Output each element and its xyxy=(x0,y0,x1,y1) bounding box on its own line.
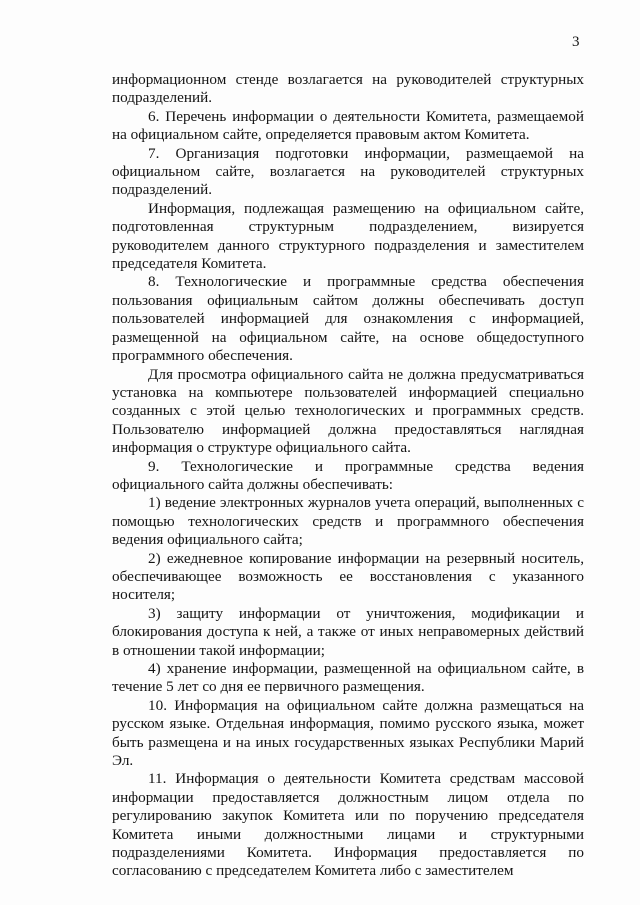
list-item: 3) защиту информации от уничтожения, модификации и блокирования доступа к ней, а также от иных неправомерных действий в отношении такой информации; xyxy=(112,604,584,659)
paragraph: информационном стенде возлагается на руководителей структурных подразделений. xyxy=(112,71,584,107)
body-text xyxy=(112,71,584,881)
list-item: 2) ежедневное копирование информации на резервный носитель, обеспечивающее возможность ее восстановления с указанного носителя; xyxy=(112,549,584,604)
paragraph: 10. Информация на официальном сайте должна размещаться на русском языке. Отдельная информация, помимо русского языка, может быть размещена и на иных государственных языках Республики Марий Эл. xyxy=(112,696,584,770)
paragraph: 7. Организация подготовки информации, размещаемой на официальном сайте, возлагается на руководителей структурных подразделений. xyxy=(112,144,584,199)
list-item: 4) хранение информации, размещенной на официальном сайте, в течение 5 лет со дня ее первичного размещения. xyxy=(112,660,584,696)
list-item: 1) ведение электронных журналов учета операций, выполненных с помощью технологических средств и программного обеспечения ведения официального сайта; xyxy=(112,494,584,549)
paragraph: Информация, подлежащая размещению на официальном сайте, подготовленная структурным подразделением, визируется руководителем данного структурного подразделения и заместителем председателя Комитета. xyxy=(112,199,584,273)
paragraph: 9. Технологические и программные средства ведения официального сайта должны обеспечивать: xyxy=(112,457,584,493)
paragraph: 6. Перечень информации о деятельности Комитета, размещаемой на официальном сайте, определяется правовым актом Комитета. xyxy=(112,107,584,144)
page-number: 3 xyxy=(572,34,580,50)
paragraph: 11. Информация о деятельности Комитета средствам массовой информации предоставляется должностным лицом отдела по регулированию закупок Комитета или по поручению председателя Комитета иными должностными лицами и структурными подразделениями Комитета. Информация предоставляется по согласованию с председателем Комитета либо с заместителем xyxy=(112,770,584,880)
paragraph: Для просмотра официального сайта не должна предусматриваться установка на компьютере пользователей информацией специально созданных с этой целью технологических и программных средств. Пользователю информацией должна предоставляться наглядная информация о структуре официального сайта. xyxy=(112,365,584,457)
paragraph: 8. Технологические и программные средства обеспечения пользования официальным сайтом должны обеспечивать доступ пользователей информацией для ознакомления с информацией, размещенной на официальном сайте, на основе общедоступного программного обеспечения. xyxy=(112,273,584,365)
